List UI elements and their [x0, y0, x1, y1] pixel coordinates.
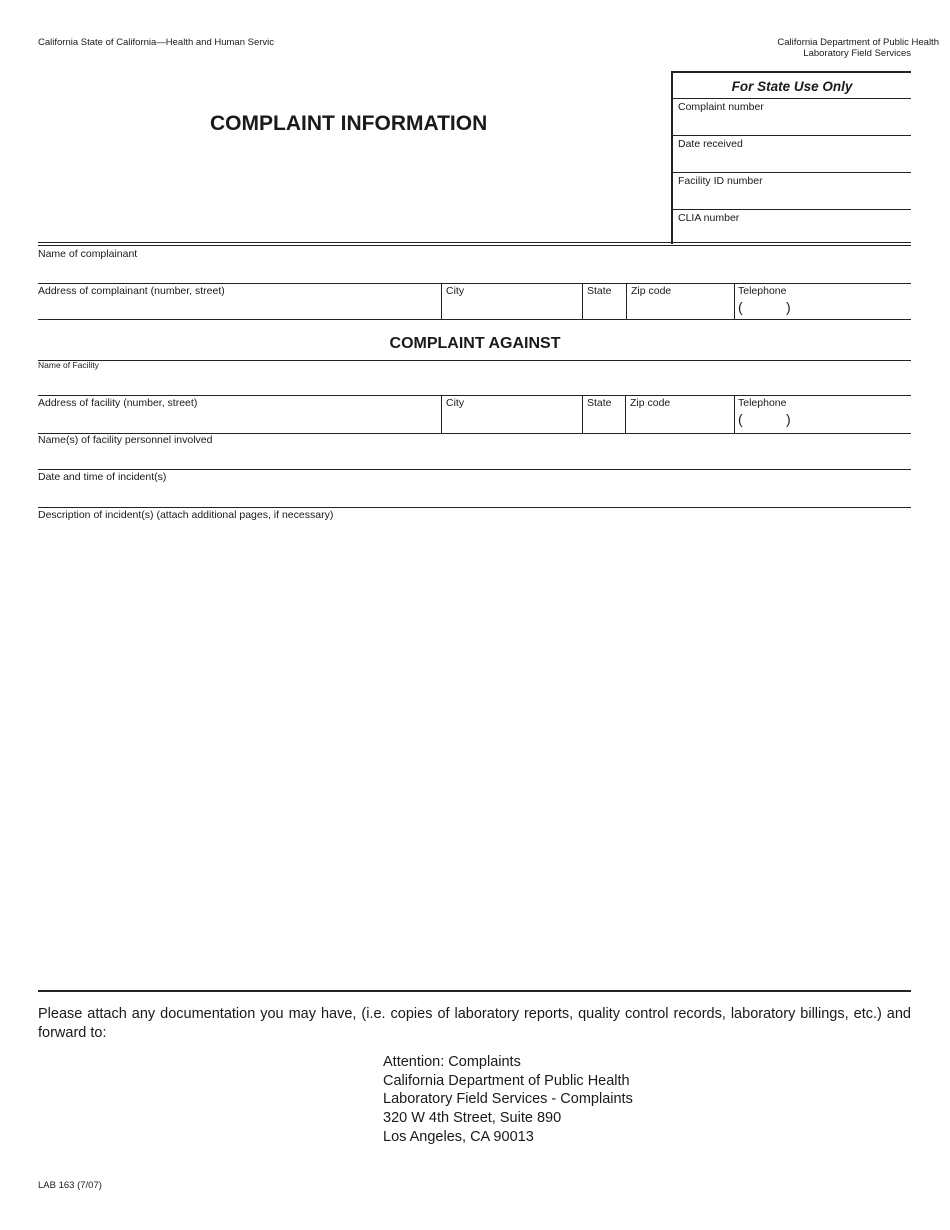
date-received-label: Date received	[678, 138, 743, 150]
incident-datetime-label: Date and time of incident(s)	[38, 471, 167, 483]
address-line: Los Angeles, CA 90013	[383, 1129, 534, 1145]
complainant-state-field[interactable]	[583, 297, 625, 318]
facility-city-label: City	[446, 397, 465, 409]
facility-phone-field[interactable]	[746, 409, 911, 432]
complainant-address-field[interactable]	[38, 297, 440, 318]
date-received-field[interactable]	[673, 150, 911, 172]
complaint-number-label: Complaint number	[678, 101, 764, 113]
dept-header: California Department of Public Health	[777, 37, 939, 48]
complainant-zip-field[interactable]	[627, 297, 733, 318]
complainant-state-label: State	[587, 285, 612, 297]
facility-address-label: Address of facility (number, street)	[38, 397, 198, 409]
address-line: California Department of Public Health	[383, 1072, 630, 1089]
facility-name-field[interactable]	[38, 371, 911, 394]
complainant-phone-label: Telephone	[738, 285, 787, 297]
division-header: Laboratory Field Services	[803, 48, 911, 59]
divider	[38, 507, 911, 508]
phone-close-paren: )	[786, 299, 791, 315]
instructions-text: Please attach any documentation you may have, (i.e. copies of laboratory reports, quality control records, laboratory billings, etc.) and forward to:	[38, 1006, 911, 1041]
facility-id-field[interactable]	[673, 187, 911, 209]
complainant-name-field[interactable]	[38, 260, 911, 282]
divider-top-2	[38, 245, 911, 246]
divider	[734, 395, 735, 433]
divider-top	[38, 242, 911, 243]
clia-number-label: CLIA number	[678, 212, 740, 224]
incident-datetime-field[interactable]	[38, 483, 911, 507]
phone-open-paren: (	[738, 299, 743, 315]
complaint-number-field[interactable]	[673, 113, 911, 135]
address-line: Attention: Complaints	[383, 1054, 521, 1070]
address-line: Laboratory Field Services - Complaints	[383, 1091, 633, 1107]
form-number: LAB 163 (7/07)	[38, 1180, 102, 1191]
phone-open-paren: (	[738, 411, 743, 427]
divider	[38, 395, 911, 396]
divider	[38, 319, 911, 320]
mailing-address	[383, 1053, 633, 1147]
complainant-phone-field[interactable]	[746, 297, 911, 318]
facility-zip-label: Zip code	[630, 397, 671, 409]
facility-name-label: Name of Facility	[38, 360, 99, 370]
complainant-name-label: Name of complainant	[38, 248, 138, 260]
complaint-against-heading: COMPLAINT AGAINST	[389, 335, 561, 352]
facility-id-label: Facility ID number	[678, 175, 763, 187]
address-line: 320 W 4th Street, Suite 890	[383, 1109, 562, 1126]
divider	[38, 283, 911, 284]
complainant-city-field[interactable]	[442, 297, 581, 318]
phone-close-paren: )	[786, 411, 791, 427]
divider	[38, 469, 911, 470]
description-field[interactable]	[38, 522, 911, 988]
facility-zip-field[interactable]	[626, 409, 733, 432]
divider	[734, 283, 735, 319]
facility-state-label: State	[587, 397, 612, 409]
divider-bottom	[38, 990, 911, 992]
complainant-city-label: City	[446, 285, 465, 297]
personnel-label: Name(s) of facility personnel involved	[38, 434, 213, 446]
description-label: Description of incident(s) (attach additional pages, if necessary)	[38, 509, 334, 521]
state-use-heading: For State Use Only	[731, 79, 853, 94]
form-title: COMPLAINT INFORMATION	[210, 112, 488, 135]
complainant-address-label: Address of complainant (number, street)	[38, 285, 225, 297]
complainant-zip-label: Zip code	[631, 285, 672, 297]
facility-state-field[interactable]	[583, 409, 624, 432]
facility-address-field[interactable]	[38, 409, 440, 432]
facility-city-field[interactable]	[442, 409, 581, 432]
clia-number-field[interactable]	[673, 224, 911, 242]
agency-header-left: California State of California—Health and Human Servic	[38, 37, 275, 48]
personnel-field[interactable]	[38, 446, 911, 469]
divider	[38, 360, 911, 361]
facility-phone-label: Telephone	[738, 397, 787, 409]
